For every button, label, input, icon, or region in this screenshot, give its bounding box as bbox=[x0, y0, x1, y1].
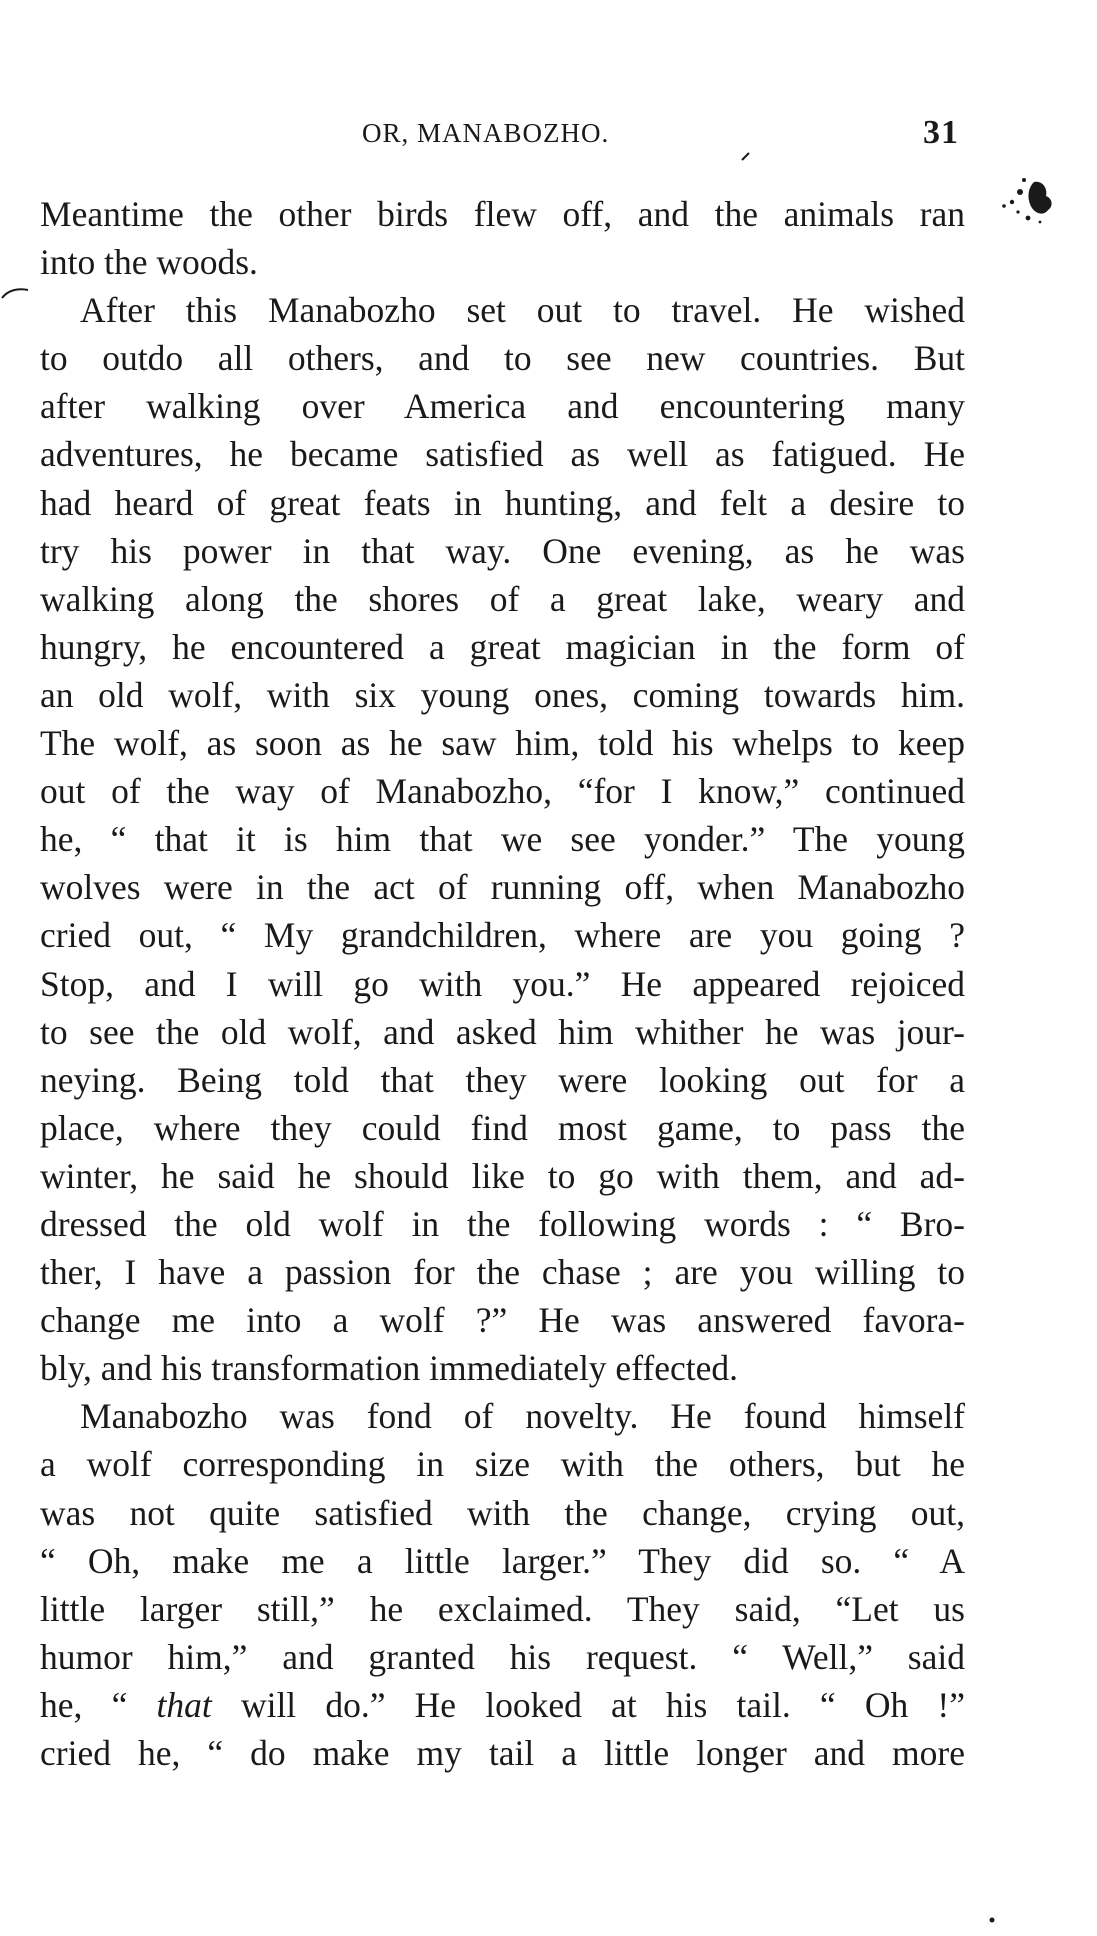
running-title: OR, MANABOZHO. bbox=[362, 118, 610, 148]
text-line: The wolf, as soon as he saw him, told his whelps to keep bbox=[40, 723, 965, 764]
text-line: ther, I have a passion for the chase ; are you willing to bbox=[40, 1252, 965, 1293]
text-line: dressed the old wolf in the following words : “ Bro- bbox=[40, 1203, 965, 1244]
text-line: Stop, and I will go with you.” He appeared rejoiced bbox=[40, 963, 965, 1004]
running-header bbox=[44, 114, 959, 158]
text-line: he, “ that it is him that we see yonder.” The young bbox=[40, 819, 965, 860]
text-line: hungry, he encountered a great magician in the form of bbox=[40, 626, 965, 667]
text-line: adventures, he became satisfied as well as fatigued. He bbox=[40, 434, 965, 475]
text-line: “ Oh, make me a little larger.” They did so. “ A bbox=[40, 1540, 965, 1581]
emphasized-word: that bbox=[156, 1684, 212, 1725]
text-line: cried he, “ do make my tail a little longer and more bbox=[40, 1733, 965, 1773]
page-number: 31 bbox=[923, 114, 959, 151]
text-line: change me into a wolf ?” He was answered favora- bbox=[40, 1300, 965, 1341]
paragraph-3 bbox=[40, 1392, 965, 1777]
text-line: to see the old wolf, and asked him whither he was jour- bbox=[40, 1011, 965, 1052]
text-line: After this Manabozho set out to travel. He wished bbox=[80, 290, 965, 331]
text-line: little larger still,” he exclaimed. They said, “Let us bbox=[40, 1588, 965, 1629]
paragraph-1 bbox=[40, 190, 965, 286]
text-line: bly, and his transformation immediately effected. bbox=[40, 1348, 738, 1389]
text-line: wolves were in the act of running off, when Manabozho bbox=[40, 867, 965, 908]
text-line: try his power in that way. One evening, as he was bbox=[40, 530, 965, 571]
text-line: neying. Being told that they were looking out for a bbox=[40, 1059, 965, 1100]
text-line: was not quite satisfied with the change, crying out, bbox=[40, 1492, 965, 1533]
text-line: had heard of great feats in hunting, and felt a desire to bbox=[40, 482, 965, 523]
text-line: to outdo all others, and to see new countries. But bbox=[40, 338, 965, 379]
speck-mark bbox=[740, 150, 752, 162]
text-line: into the woods. bbox=[40, 242, 258, 283]
text-line: cried out, “ My grandchildren, where are you going ? bbox=[40, 915, 965, 956]
text-line: Meantime the other birds flew off, and the animals ran bbox=[40, 194, 965, 234]
text-line: winter, he said he should like to go with them, and ad- bbox=[40, 1155, 965, 1196]
body-text bbox=[40, 190, 965, 1777]
line-start: he, “ bbox=[40, 1684, 157, 1725]
margin-stroke-mark bbox=[0, 286, 32, 300]
text-line: out of the way of Manabozho, “for I know,” continued bbox=[40, 771, 965, 812]
speck-mark bbox=[988, 1916, 996, 1924]
ink-blot-mark bbox=[982, 172, 1062, 244]
text-line: an old wolf, with six young ones, coming towards him. bbox=[40, 674, 965, 715]
text-line: Manabozho was fond of novelty. He found himself bbox=[80, 1396, 965, 1437]
text-line: place, where they could find most game, to pass the bbox=[40, 1107, 965, 1148]
text-line-with-emphasis bbox=[40, 1681, 965, 1729]
line-end: will do.” He looked at his tail. “ Oh !” bbox=[211, 1684, 965, 1725]
text-line: walking along the shores of a great lake, weary and bbox=[40, 578, 965, 619]
text-line: after walking over America and encountering many bbox=[40, 386, 965, 427]
text-line: humor him,” and granted his request. “ Well,” said bbox=[40, 1636, 965, 1677]
text-line: a wolf corresponding in size with the others, but he bbox=[40, 1444, 965, 1485]
paragraph-2 bbox=[40, 286, 965, 1392]
